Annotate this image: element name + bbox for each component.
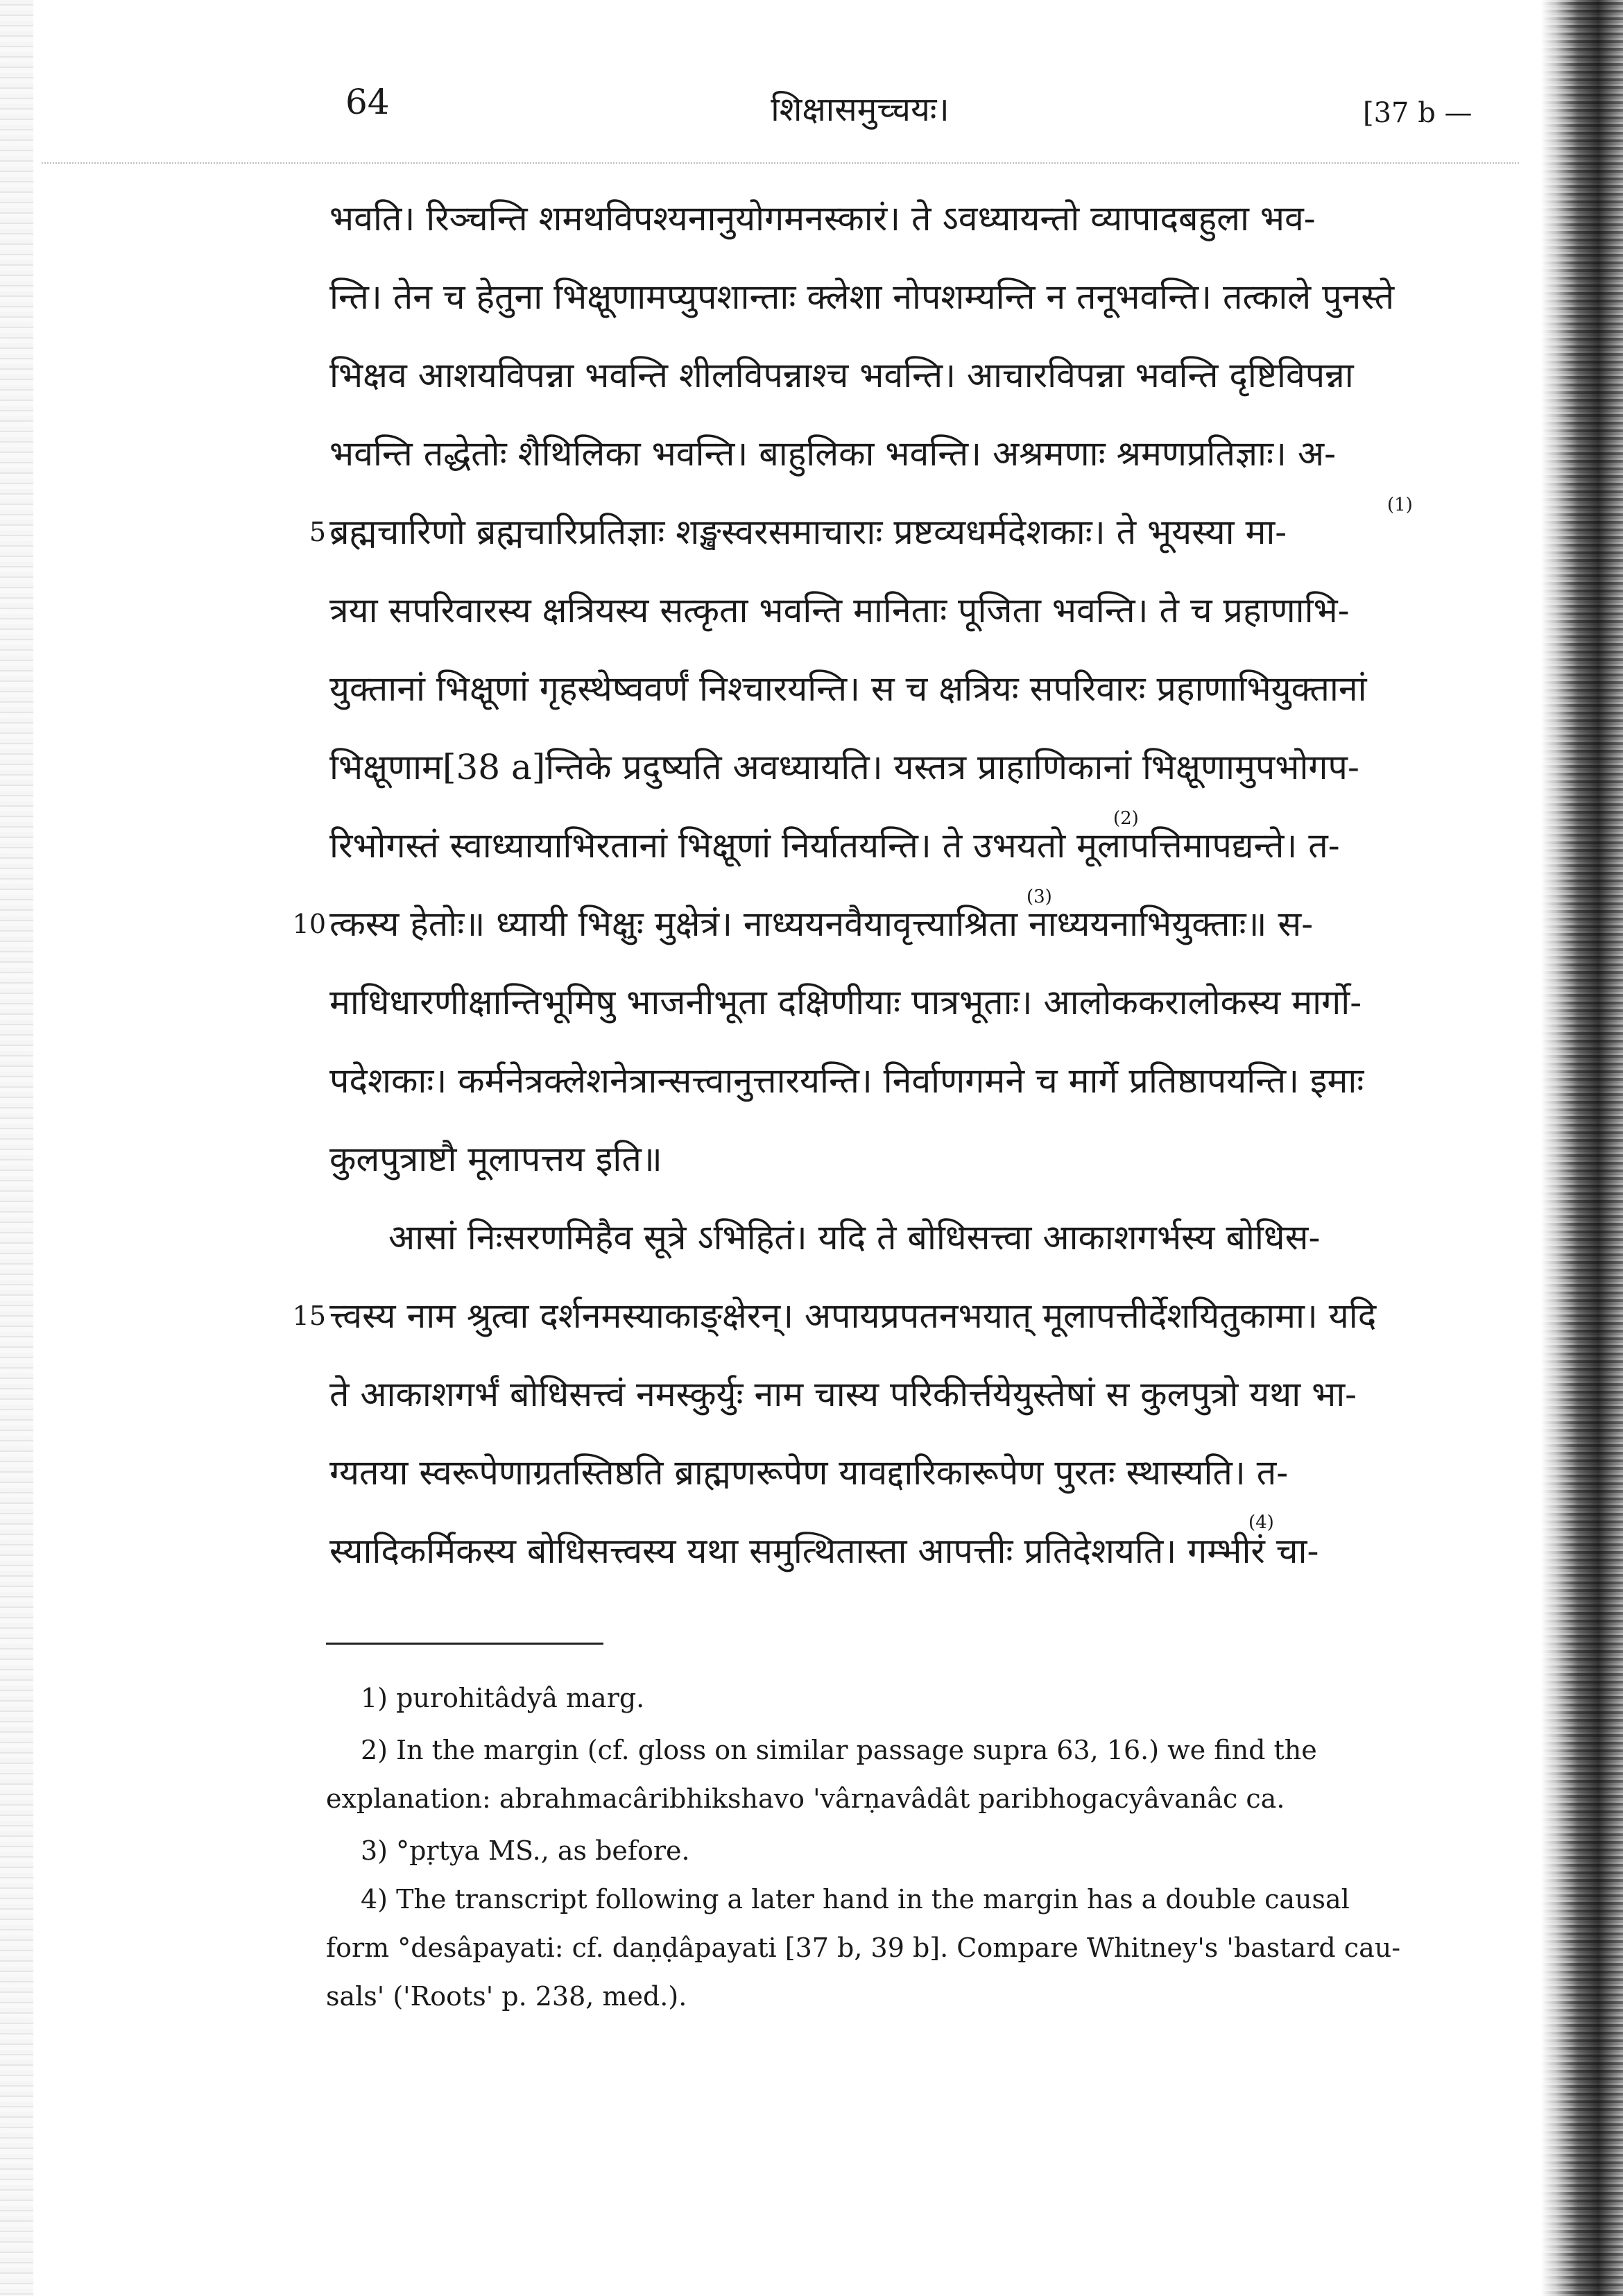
text-line: न्ति। तेन च हेतुना भिक्षूणामप्युपशान्ताः क्लेशा नोपशम्यन्ति न तनूभवन्ति। तत्काले पुनस्ते bbox=[329, 277, 1395, 317]
footnote-line: form °desâpayati: cf. daṇḍâpayati [37 b, 39 b]. Compare Whitney's 'bastard cau- bbox=[326, 1933, 1401, 1963]
line-number bbox=[284, 419, 326, 488]
text-line: माधिधारणीक्षान्तिभूमिषु भाजनीभूता दक्षिणीयाः पात्रभूताः। आलोककरालोकस्य मार्गो- bbox=[329, 982, 1362, 1022]
footnote-rule bbox=[326, 1643, 603, 1645]
line-number bbox=[284, 1438, 326, 1507]
text-line: भिक्षव आशयविपन्ना भवन्ति शीलविपन्नाश्च भवन्ति। आचारविपन्ना भवन्ति दृष्टिविपन्ना bbox=[329, 355, 1354, 395]
folio-reference: [37 b — bbox=[1363, 97, 1472, 129]
line-number bbox=[284, 262, 326, 332]
text-line: भवति। रिञ्चन्ति शमथविपश्यनानुयोगमनस्कारं। ते ऽवध्यायन्तो व्यापादबहुला भव- bbox=[329, 198, 1316, 239]
line-number bbox=[284, 1203, 326, 1272]
line-number: 15 bbox=[292, 1301, 326, 1331]
line-number: 10 bbox=[292, 909, 326, 939]
line-number bbox=[284, 733, 326, 802]
text-line: पदेशकाः। कर्मनेत्रक्लेशनेत्रान्सत्त्वानुत्तारयन्ति। निर्वाणगमने च मार्गे प्रतिष्ठापयन्ति। इमाः bbox=[329, 1061, 1364, 1101]
footnote-marker: (2) bbox=[1113, 808, 1139, 829]
scan-right-edge-texture bbox=[1541, 0, 1623, 2296]
header-rule bbox=[42, 162, 1519, 164]
running-title: शिक्षासमुच्चयः। bbox=[771, 90, 950, 129]
line-number bbox=[284, 811, 326, 880]
text-line: आसां निःसरणमिहैव सूत्रे ऽभिहितं। यदि ते बोधिसत्त्वा आकाशगर्भस्य बोधिस- bbox=[388, 1217, 1321, 1258]
footnote-marker: (1) bbox=[1387, 495, 1413, 515]
footnote-line: 2) In the margin (cf. gloss on similar passage supra 63, 16.) we find the bbox=[361, 1735, 1317, 1765]
line-number bbox=[284, 1516, 326, 1586]
footnote-marker: (4) bbox=[1248, 1512, 1274, 1533]
line-number bbox=[284, 1046, 326, 1115]
text-line: युक्तानां भिक्षूणां गृहस्थेष्ववर्णं निश्चारयन्ति। स च क्षत्रियः सपरिवारः प्रहाणाभियुक्तानां bbox=[329, 669, 1367, 709]
line-number bbox=[284, 1360, 326, 1429]
line-number bbox=[284, 1124, 326, 1194]
page-number: 64 bbox=[345, 82, 390, 122]
text-line: ग्यतया स्वरूपेणाग्रतस्तिष्ठति ब्राह्मणरूपेण यावद्दारिकारूपेण पुरतः स्थास्यति। त- bbox=[329, 1453, 1289, 1493]
line-number bbox=[284, 968, 326, 1037]
footnote-line: explanation: abrahmacâribhikshavo 'vârṇavâdât paribhogacyâvanâc ca. bbox=[326, 1783, 1285, 1814]
text-line: ब्रह्मचारिणो ब्रह्मचारिप्रतिज्ञाः शङ्खस्वरसमाचाराः प्रष्टव्यधर्मदेशकाः। ते भूयस्या मा- bbox=[329, 512, 1287, 552]
footnote-line: 3) °pṛtya MS., as before. bbox=[361, 1835, 690, 1866]
line-number: 5 bbox=[309, 517, 326, 547]
footnote-line: 4) The transcript following a later hand in the margin has a double causal bbox=[361, 1884, 1350, 1914]
text-line: स्यादिकर्मिकस्य बोधिसत्त्वस्य यथा समुत्थितास्ता आपत्तीः प्रतिदेशयति। गम्भीरं चा- bbox=[329, 1531, 1319, 1571]
line-number bbox=[284, 184, 326, 253]
line-number bbox=[284, 654, 326, 723]
line-number bbox=[284, 576, 326, 645]
text-line: भवन्ति तद्धेतोः शैथिलिका भवन्ति। बाहुलिका भवन्ति। अश्रमणाः श्रमणप्रतिज्ञाः। अ- bbox=[329, 434, 1336, 474]
footnote-line: 1) purohitâdyâ marg. bbox=[361, 1683, 645, 1713]
text-line: भिक्षूणाम[38 a]न्तिके प्रदुष्यति अवध्यायति। यस्तत्र प्राहाणिकानां भिक्षूणामुपभोगप- bbox=[329, 747, 1359, 787]
text-line: त्रया सपरिवारस्य क्षत्रियस्य सत्कृता भवन्ति मानिताः पूजिता भवन्ति। ते च प्रहाणाभि- bbox=[329, 590, 1350, 631]
line-number bbox=[284, 341, 326, 410]
text-line: ते आकाशगर्भं बोधिसत्त्वं नमस्कुर्युः नाम चास्य परिकीर्त्तयेयुस्तेषां स कुलपुत्रो यथा भा- bbox=[329, 1374, 1357, 1414]
footnote-marker: (3) bbox=[1027, 886, 1052, 907]
text-line: त्त्वस्य नाम श्रुत्वा दर्शनमस्याकाङ्क्षेरन्। अपायप्रपतनभयात् मूलापत्तीर्देशयितुकामा। यदि bbox=[329, 1296, 1377, 1336]
text-line: रिभोगस्तं स्वाध्यायाभिरतानां भिक्षूणां निर्यातयन्ति। ते उभयतो मूलापत्तिमापद्यन्ते। त- bbox=[329, 825, 1340, 866]
footnote-line: sals' ('Roots' p. 238, med.). bbox=[326, 1981, 687, 2012]
text-line: कुलपुत्राष्टौ मूलापत्तय इति॥ bbox=[329, 1139, 662, 1179]
text-line: त्कस्य हेतोः॥ ध्यायी भिक्षुः मुक्षेत्रं। नाध्ययनवैयावृत्त्याश्रिता नाध्ययनाभियुक्ताः॥ स- bbox=[329, 904, 1314, 944]
scan-left-edge bbox=[0, 0, 33, 2296]
